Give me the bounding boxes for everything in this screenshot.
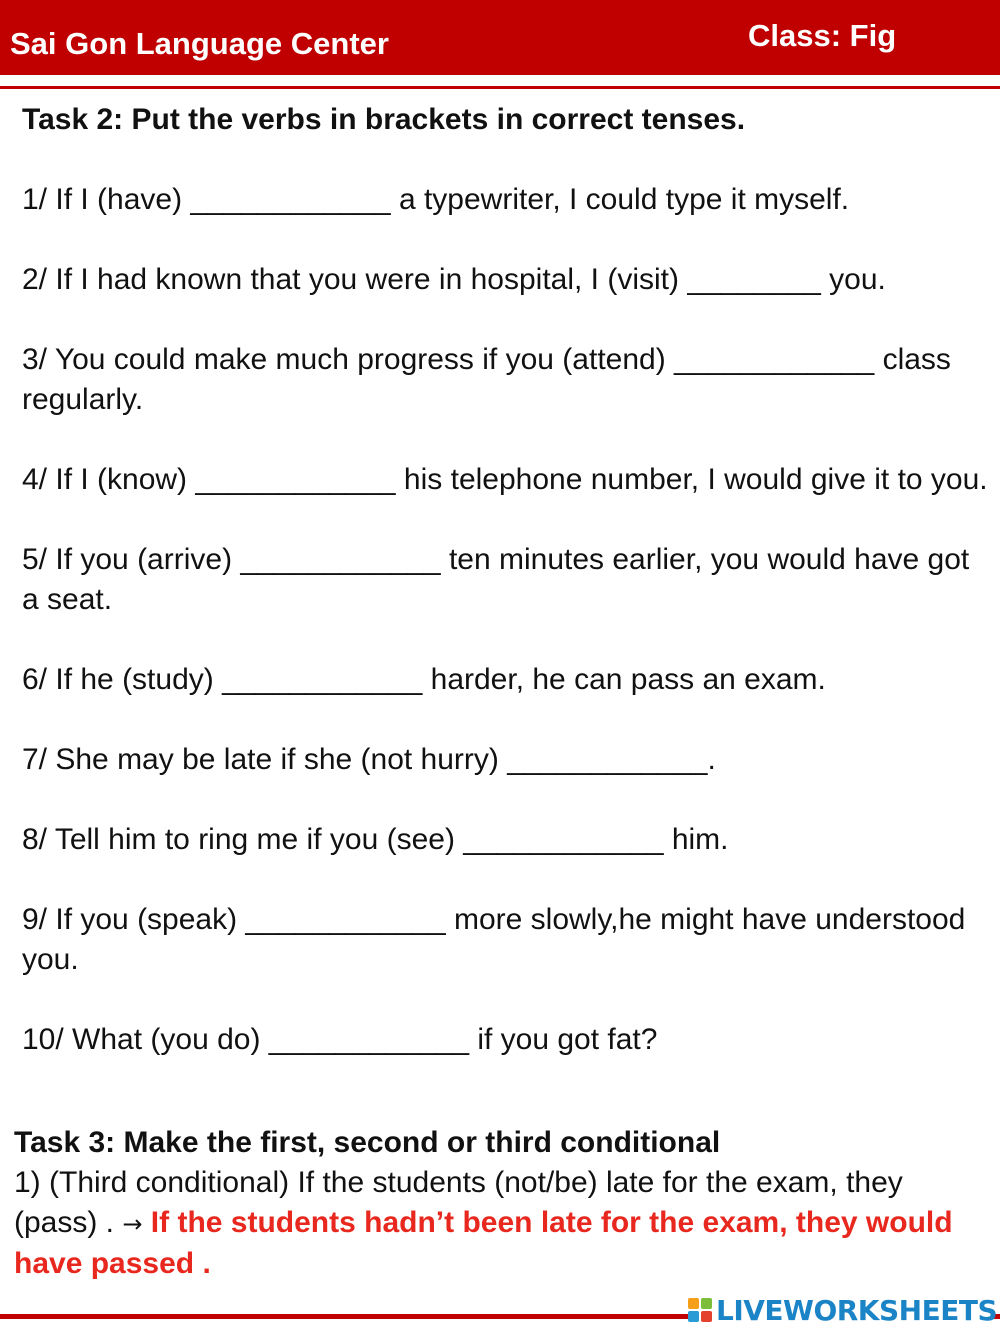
class-label: Class: Fig	[748, 18, 897, 53]
exercise-item-6: 6/ If he (study) ____________ harder, he can pass an exam.	[22, 663, 826, 696]
task2-title: Task 2: Put the verbs in brackets in correct tenses.	[22, 103, 746, 136]
task3-example-answer: If the students hadn’t been late for the exam, they would have passed .	[14, 1206, 953, 1280]
exercise-item-9: 9/ If you (speak) ____________ more slowly,he might have understood you.	[22, 903, 966, 976]
task3-example	[14, 1163, 989, 1284]
arrow-right-icon: →	[122, 1210, 143, 1238]
liveworksheets-logo	[688, 1290, 998, 1330]
liveworksheets-logo-text: LIVEWORKSHEETS	[716, 1293, 998, 1327]
task3-title: Task 3: Make the first, second or third conditional	[14, 1126, 721, 1159]
header-divider	[0, 86, 1000, 89]
exercise-item-2: 2/ If I had known that you were in hospital, I (visit) ________ you.	[22, 263, 886, 296]
task2-section	[22, 100, 992, 1060]
exercise-item-4: 4/ If I (know) ____________ his telephone number, I would give it to you.	[22, 463, 988, 496]
exercise-item-7: 7/ She may be late if she (not hurry) ____________.	[22, 743, 716, 776]
task3-example-prompt: 1) (Third conditional) If the students (not/be) late for the exam, they (pass) .	[14, 1166, 903, 1239]
header-bar	[0, 0, 1000, 75]
exercise-item-8: 8/ Tell him to ring me if you (see) ____________ him.	[22, 823, 729, 856]
exercise-item-3: 3/ You could make much progress if you (attend) ____________ class regularly.	[22, 343, 951, 416]
exercise-item-5: 5/ If you (arrive) ____________ ten minutes earlier, you would have got a seat.	[22, 543, 970, 616]
task3-section	[14, 1123, 989, 1284]
liveworksheets-logo-icon	[688, 1298, 712, 1322]
exercise-item-10: 10/ What (you do) ____________ if you got fat?	[22, 1023, 658, 1056]
exercise-item-1: 1/ If I (have) ____________ a typewriter, I could type it myself.	[22, 183, 850, 216]
center-name: Sai Gon Language Center	[10, 26, 389, 61]
